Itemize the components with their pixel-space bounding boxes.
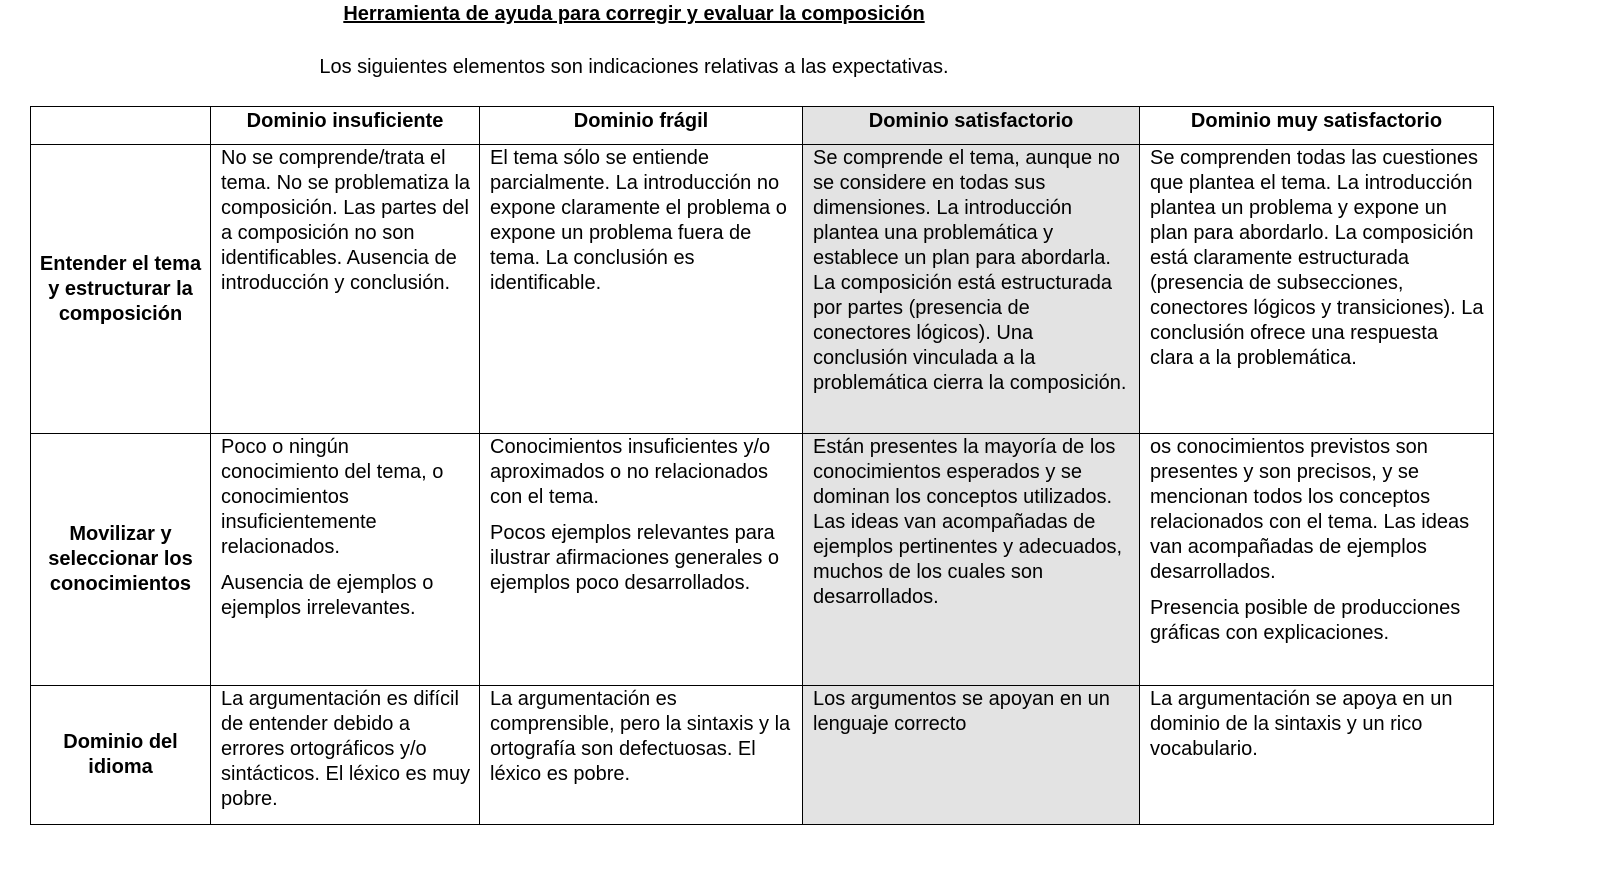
header-row [31,107,1494,145]
cell-paragraph: No se comprende/trata el tema. No se problematiza la composición. Las partes del a composición no son identificables. Ausencia de introducción y conclusión. [221,147,471,294]
rubric-cell-satisfactorio [803,145,1140,434]
rubric-cell-satisfactorio [803,686,1140,825]
header-dominio-satisfactorio: Dominio satisfactorio [803,107,1140,145]
header-dominio-insuficiente: Dominio insuficiente [211,107,480,145]
evaluation-rubric-table [30,106,1494,825]
document-title: Herramienta de ayuda para corregir y evaluar la composición [343,3,925,25]
rubric-cell-fragil [480,434,803,686]
header-dominio-fragil: Dominio frágil [480,107,803,145]
rubric-cell-fragil [480,686,803,825]
cell-paragraph: Pocos ejemplos relevantes para ilustrar afirmaciones generales o ejemplos poco desarrollados. [490,522,780,594]
rubric-cell-satisfactorio [803,434,1140,686]
cell-paragraph: os conocimientos previstos son presentes y son precisos, y se mencionan todos los conceptos relacionados con el tema. Las ideas van acompañadas de ejemplos desarrollados. [1150,436,1470,583]
cell-paragraph: Están presentes la mayoría de los conocimientos esperados y se dominan los conceptos utilizados. Las ideas van acompañadas de ejemplos pertinentes y adecuados, muchos de los cuales son desarrollados. [813,436,1123,608]
rubric-cell-insuficiente [211,145,480,434]
cell-paragraph: Ausencia de ejemplos o ejemplos irrelevantes. [221,572,434,619]
criterion-label: Movilizar y seleccionar los conocimientos [31,434,211,686]
rubric-cell-muy-satisfactorio [1140,145,1494,434]
header-dominio-muy-satisfactorio: Dominio muy satisfactorio [1140,107,1494,145]
rubric-cell-muy-satisfactorio [1140,686,1494,825]
cell-paragraph: Se comprende el tema, aunque no se considere en todas sus dimensiones. La introducción plantea una problemática y establece un plan para abordarla. La composición está estructurada por partes (presencia de conectores lógicos). Una conclusión vinculada a la problemática cierra la composición. [813,147,1127,394]
criterion-label: Entender el tema y estructurar la composición [31,145,211,434]
table-row-dominio-idioma [31,686,1494,825]
table-row-entender-tema [31,145,1494,434]
cell-paragraph: El tema sólo se entiende parcialmente. La introducción no expone claramente el problema o expone un problema fuera de tema. La conclusión es identificable. [490,147,787,294]
cell-paragraph: Poco o ningún conocimiento del tema, o conocimientos insuficientemente relacionados. [221,436,444,558]
cell-paragraph: La argumentación es comprensible, pero la sintaxis y la ortografía son defectuosas. El léxico es pobre. [490,688,791,785]
rubric-cell-insuficiente [211,434,480,686]
cell-paragraph: Presencia posible de producciones gráficas con explicaciones. [1150,597,1461,644]
rubric-cell-insuficiente [211,686,480,825]
cell-paragraph: La argumentación es difícil de entender debido a errores ortográficos y/o sintácticos. El léxico es muy pobre. [221,688,470,810]
criterion-label: Dominio del idioma [31,686,211,825]
rubric-cell-fragil [480,145,803,434]
document-subtitle: Los siguientes elementos son indicaciones relativas a las expectativas. [319,56,949,78]
cell-paragraph: Los argumentos se apoyan en un lenguaje correcto [813,688,1110,735]
cell-paragraph: Se comprenden todas las cuestiones que plantea el tema. La introducción plantea un problema y expone un plan para abordarlo. La composición está claramente estructurada (presencia de subsecciones, conectores lógicos y transiciones). La conclusión ofrece una respuesta clara a la problemática. [1150,147,1484,369]
rubric-cell-muy-satisfactorio [1140,434,1494,686]
table-row-movilizar-conocimientos [31,434,1494,686]
cell-paragraph: Conocimientos insuficientes y/o aproximados o no relacionados con el tema. [490,436,771,508]
cell-paragraph: La argumentación se apoya en un dominio de la sintaxis y un rico vocabulario. [1150,688,1453,760]
header-corner-cell [31,107,211,145]
